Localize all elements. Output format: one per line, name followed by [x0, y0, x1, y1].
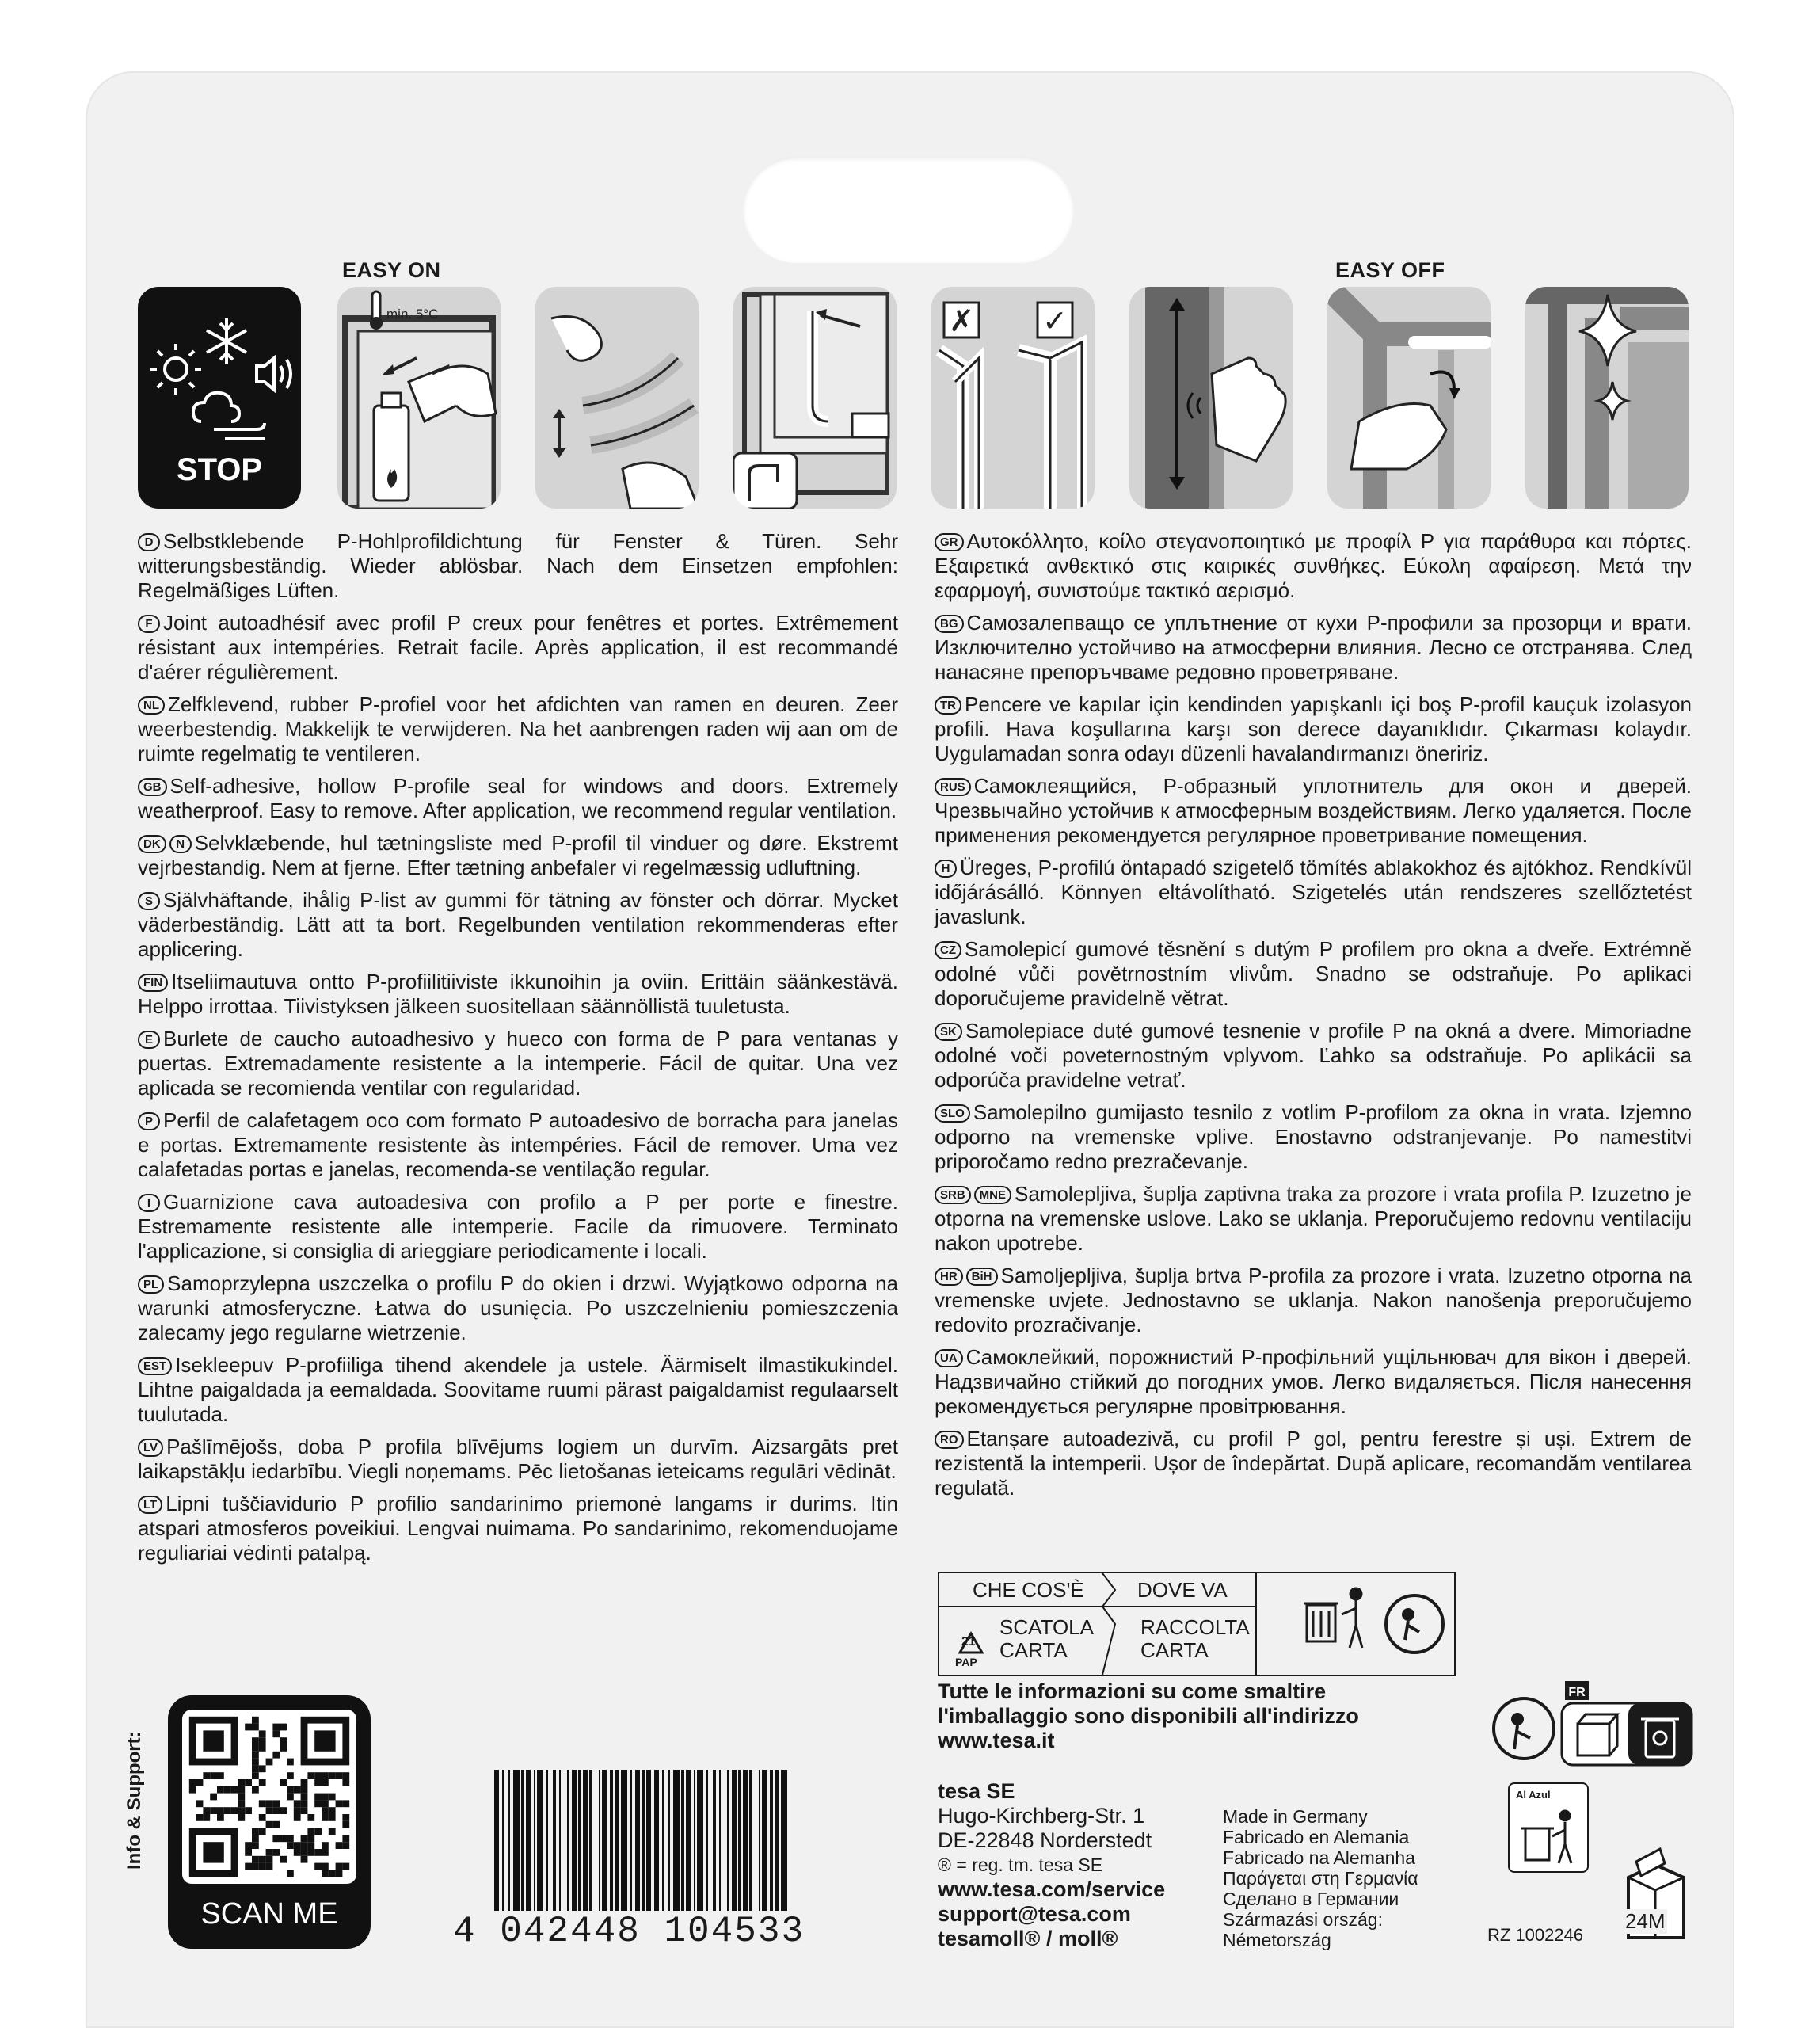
description-text: Självhäftande, ihålig P-list av gummi för tätning av fönster och dörrar. Mycket väderbeständig. Lätt att ta bort. Regelbunden ventilation rekommenderas efter applicering.	[138, 888, 898, 961]
disposal-url: www.tesa.it	[938, 1729, 1055, 1752]
country-code-badge: N	[169, 835, 192, 853]
clean-frame-illustration	[1525, 287, 1689, 509]
sound-icon	[257, 358, 291, 390]
qr-code-panel[interactable]	[168, 1695, 371, 1949]
country-code-badge: D	[138, 533, 160, 551]
qr-code[interactable]	[182, 1710, 356, 1884]
country-code-badge: I	[138, 1194, 160, 1212]
made-in-line: Сделано в Германии	[1223, 1889, 1399, 1909]
description-paragraph	[138, 831, 898, 880]
company-name: tesa SE	[938, 1779, 1015, 1803]
info-support-label: Info & Support:	[124, 1731, 145, 1870]
country-code-badge: UA	[935, 1349, 963, 1367]
description-paragraph	[138, 1027, 898, 1100]
description-text: Samoljepljiva, šuplja brtva P-profila za prozore i vrata. Izuzetno otporna na vremenske uvjete. Jednostavno se uklanja. Nakon nanošenja preporučujemo redovito prozračivanje.	[935, 1264, 1692, 1336]
description-text: Joint autoadhésif avec profil P creux pour fenêtres et portes. Extrêmement résistant aux intempéries. Retrait facile. Après application, il est recommandé d'aérer régulièrement.	[138, 611, 898, 684]
country-code-badge: GB	[138, 778, 167, 796]
description-text: Self-adhesive, hollow P-profile seal for windows and doors. Extremely weatherproof. Easy to remove. After application, we recommend regular ventilation.	[138, 774, 898, 822]
fr-tag: FR	[1568, 1686, 1586, 1699]
company-street: Hugo-Kirchberg-Str. 1	[938, 1804, 1145, 1828]
country-code-badge: H	[935, 860, 957, 878]
description-paragraph	[138, 529, 898, 603]
description-paragraph	[138, 692, 898, 766]
description-text: Üreges, P-profilú öntapadó szigetelő tömítés ablakokhoz és ajtókhoz. Rendkívül időjárásálló. Könnyen eltávolítható. Szigetelés után rendszeres szellőztetést javaslunk.	[935, 856, 1692, 928]
country-code-badge: F	[138, 615, 160, 633]
stop-label: STOP	[176, 452, 263, 487]
description-paragraph	[935, 856, 1692, 929]
made-in-line: Fabricado na Alemanha	[1223, 1847, 1415, 1868]
description-paragraph	[935, 611, 1692, 684]
country-code-badge: TR	[935, 696, 961, 715]
description-paragraph	[138, 1435, 898, 1484]
description-paragraph	[138, 611, 898, 684]
country-code-badge: CZ	[935, 941, 961, 959]
collection-label	[1140, 1616, 1250, 1662]
bin-person-icon	[1304, 1588, 1362, 1648]
made-in-line: Származási ország:	[1223, 1909, 1383, 1930]
weather-stop-tile	[138, 287, 301, 509]
description-text: Zelfklevend, rubber P-profiel voor het afdichten van ramen en deuren. Zeer weerbestendig. Makkelijk te verwijderen. Na het aanbrengen raden wij aan om de ruimte regelmatig te ventileren.	[138, 692, 898, 765]
description-text: Samolepicí gumové těsnění s dutým P profilem pro okna a dveře. Extrémně odolné vůči povětrnostním vlivům. Snadno se odstraňuje. Po aplikaci doporučujeme pravidelně větrat.	[935, 937, 1692, 1010]
description-text: Samoprzylepna uszczelka o profilu P do okien i drzwi. Wyjątkowo odporna na warunki atmosferyczne. Łatwa do usunięcia. Po uszczelnieniu pomieszczenia zalecamy jego regularne wietrzenie.	[138, 1271, 898, 1344]
trademark-note: ® = reg. tm. tesa SE	[938, 1855, 1103, 1875]
shelf-life-label: 24M	[1625, 1909, 1666, 1933]
country-code-badge: GR	[935, 533, 964, 551]
description-paragraph	[935, 1100, 1692, 1174]
description-paragraph	[138, 1271, 898, 1345]
carta-text: CARTA	[999, 1638, 1068, 1662]
che-cose-label: CHE COS'È	[973, 1578, 1084, 1602]
sun-icon	[150, 344, 201, 395]
country-code-badge: RUS	[935, 778, 971, 796]
raccolta-text: RACCOLTA	[1140, 1615, 1250, 1639]
support-email[interactable]: support@tesa.com	[938, 1902, 1131, 1926]
min-temp-label: min. 5°C	[386, 307, 439, 322]
description-text: Самоклеящийся, Р-образный уплотнитель для окон и дверей. Чрезвычайно устойчив к атмосферным воздействиям. Легко удаляется. После применения рекомендуется регулярное проветривание помещения.	[935, 774, 1692, 847]
made-in-line: Németország	[1223, 1930, 1331, 1950]
description-text: Samolepljiva, šuplja zaptivna traka za prozore i vrata profila P. Izuzetno je otporna na vremenske uslove. Lako se uklanja. Preporučujemo redovnu ventilaciju nakon upotrebe.	[935, 1182, 1692, 1255]
period-after-opening-icon	[1620, 1846, 1692, 1941]
country-code-badge: SLO	[935, 1104, 970, 1123]
description-text: Guarnizione cava autoadesiva con profilo a P per porte e finestre. Estremamente resistente alle intemperie. Facile da rimuovere. Terminato l'applicazione, si consiglia di arieggiare periodicamente i locali.	[138, 1190, 898, 1263]
description-paragraph	[935, 1264, 1692, 1337]
easy-off-label: EASY OFF	[1335, 258, 1445, 282]
description-text: Etanșare autoadezivă, cu profil P gol, pentru ferestre și uși. Extrem de rezistentă la intemperii. Ușor de îndepărtat. După aplicare, recomandăm ventilarea regulată.	[935, 1427, 1692, 1500]
description-paragraph	[935, 692, 1692, 766]
description-text: Perfil de calafetagem oco com formato P autoadesivo de borracha para janelas e portas. Extremamente resistente às intempéries. Fácil de remover. Uma vez calafetadas portas e janelas, recomenda-se ventilação regular.	[138, 1108, 898, 1181]
service-url[interactable]: www.tesa.com/service	[938, 1877, 1166, 1901]
country-code-badge: PL	[138, 1275, 164, 1294]
description-text: Samolepiace duté gumové tesnenie v profile P na okná a dvere. Mimoriadne odolné voči poveternostným vplyvom. Ľahko sa odstraňuje. Po aplikácii sa odporúča pravidelne vetrať.	[935, 1019, 1692, 1092]
country-code-badge: BG	[935, 615, 964, 633]
description-paragraph	[935, 1427, 1692, 1500]
description-text: Самозалепващо се уплътнение от кухи Р-профили за прозорци и врати. Изключително устойчиво на атмосферни влияния. Лесно се отстранява. След нанасяне препоръчваме редовно проветряване.	[935, 611, 1692, 684]
made-in-line: Fabricado en Alemania	[1223, 1827, 1410, 1847]
country-code-badge: LT	[138, 1496, 162, 1514]
description-text: Lipni tuščiavidurio P profilio sandarinimo priemonė langams ir durims. Itin atspari atmosferos poveikiui. Lengvai nuimama. Po sandarinimo, rekomenduojame reguliariai vėdinti patalpą.	[138, 1492, 898, 1565]
remove-seal-illustration	[1327, 287, 1491, 509]
recycling-table	[938, 1572, 1456, 1676]
description-paragraph	[935, 529, 1692, 603]
country-code-badge: RO	[935, 1431, 964, 1449]
description-text: Самоклейкий, порожнистий Р-профільний ущільнювач для вікон і дверей. Надзвичайно стійкий до погодних умов. Легко видаляється. Після нанесення рекомендується регулярне провітрювання.	[935, 1345, 1692, 1418]
made-in-line: Παράγεται στη Γερμανία	[1223, 1868, 1418, 1889]
triman-icon	[1494, 1698, 1554, 1759]
country-code-badge: P	[138, 1112, 160, 1130]
description-text: Isekleepuv P-profiiliga tihend akendele ja ustele. Äärmiselt ilmastikukindel. Lihtne paigaldada ja eemaldada. Soovitame ruumi pärast paigaldamist regulaarselt tuulutada.	[138, 1353, 898, 1426]
description-text: Pencere ve kapılar için kendinden yapışkanlı içi boş P-profil kauçuk izolasyon profili. Hava koşullarına karşı son derece dayanıklıdır. Çıkarması kolaydır. Uygulamadan sonra odayı düzenli havalandırmanızı öneririz.	[935, 692, 1692, 765]
right-mark: ✓	[1042, 303, 1068, 338]
country-code-badge: HR	[935, 1268, 963, 1286]
al-azul-label: Al Azul	[1516, 1789, 1551, 1801]
description-paragraph	[935, 937, 1692, 1011]
description-paragraph	[138, 1108, 898, 1182]
description-paragraph	[138, 1492, 898, 1565]
country-code-badge: S	[138, 892, 160, 910]
recycling-loop-icon	[1386, 1595, 1443, 1653]
wind-cloud-icon	[193, 393, 265, 439]
country-code-badge: E	[138, 1031, 160, 1049]
disposal-info	[938, 1679, 1476, 1753]
description-paragraph	[138, 1353, 898, 1427]
description-text: Selbstklebende P-Hohlprofildichtung für Fenster & Türen. Sehr witterungsbeständig. Wieder ablösbar. Nach dem Einsetzen empfohlen: Regelmäßiges Lüften.	[138, 529, 898, 602]
company-address	[938, 1779, 1165, 1951]
wrong-mark: ✗	[949, 303, 974, 338]
country-code-badge: DK	[138, 835, 166, 853]
country-code-badge: LV	[138, 1439, 163, 1457]
made-in-list	[1223, 1806, 1418, 1950]
scatola-text: SCATOLA	[999, 1615, 1094, 1639]
apply-corner-illustration	[733, 287, 897, 509]
resin-label: PAP	[955, 1656, 977, 1668]
hang-hole	[743, 157, 1074, 263]
country-code-badge: MNE	[974, 1186, 1011, 1204]
company-city: DE-22848 Norderstedt	[938, 1828, 1152, 1852]
description-paragraph	[935, 1345, 1692, 1419]
description-paragraph	[138, 1190, 898, 1264]
description-text: Burlete de caucho autoadhesivo y hueco con forma de P para ventanas y puertas. Extremadamente resistente a la intemperie. Fácil de quitar. Una vez aplicada se recomienda ventilar con regularidad.	[138, 1027, 898, 1100]
description-paragraph	[935, 1182, 1692, 1256]
press-seal-illustration	[1129, 287, 1293, 509]
qr-code-matrix	[182, 1710, 356, 1884]
dove-va-label: DOVE VA	[1137, 1578, 1228, 1602]
description-paragraph	[138, 970, 898, 1019]
description-paragraph	[935, 774, 1692, 848]
carta2-text: CARTA	[1140, 1638, 1209, 1662]
brand-name: tesamoll® / moll®	[938, 1927, 1118, 1950]
description-paragraph	[935, 1019, 1692, 1092]
description-text: Itseliimautuva ontto P-profiilitiiviste ikkunoihin ja oviin. Erittäin säänkestävä. Helppo irrottaa. Tiivistyksen jälkeen suositellaan säännöllistä tuuletusta.	[138, 970, 898, 1018]
country-code-badge: EST	[138, 1357, 172, 1375]
country-code-badge: FIN	[138, 974, 168, 992]
disposal-line-1: Tutte le informazioni su come smaltire	[938, 1679, 1327, 1703]
barcode-digits: 4 042448 104533	[453, 1911, 805, 1952]
easy-on-label: EASY ON	[342, 258, 441, 282]
country-code-badge: SRB	[935, 1186, 971, 1204]
resin-code: 21	[961, 1635, 976, 1649]
country-code-badge: NL	[138, 696, 165, 715]
snowflake-icon	[207, 318, 246, 364]
made-in-line: Made in Germany	[1223, 1806, 1368, 1827]
clean-surface-illustration	[337, 287, 501, 509]
description-text: Pašlīmējošs, doba P profila blīvējums logiem un durvīm. Aizsargāts pret laikapstākļu iedarbību. Viegli noņemams. Pēc lietošanas ieteicams regulāri vēdināt.	[138, 1435, 898, 1483]
description-paragraph	[138, 888, 898, 962]
peel-backing-illustration	[535, 287, 699, 509]
description-text: Αυτοκόλλητο, κοίλο στεγανοποιητικό με προφίλ P για παράθυρα και πόρτες. Εξαιρετικά ανθεκτικό στις καιρικές συνθήκες. Εύκολη αφαίρεση. Μετά την εφαρμογή, συνιστούμε τακτικό αερισμό.	[935, 529, 1692, 602]
al-azul-icon	[1508, 1782, 1589, 1873]
scan-me-label: SCAN ME	[200, 1897, 338, 1931]
country-code-badge: SK	[935, 1023, 962, 1041]
article-code: RZ 1002246	[1487, 1925, 1584, 1945]
description-text: Samolepilno gumijasto tesnilo z votlim P-profilom za okna in vrata. Izjemno odporno na vremenske vplive. Enostavno odstranjevanje. Po namestitvi priporočamo redno prezračevanje.	[935, 1100, 1692, 1173]
description-paragraph	[138, 774, 898, 823]
triman-fr-icons	[1489, 1679, 1695, 1767]
correct-incorrect-illustration	[931, 287, 1095, 509]
descriptions-left-column	[138, 529, 898, 1573]
disposal-line-2: l'imballaggio sono disponibili all'indirizzo	[938, 1704, 1359, 1728]
material-label	[999, 1616, 1094, 1662]
description-text: Selvklæbende, hul tætningsliste med P-profil til vinduer og døre. Ekstremt vejrbestandig. Nem at fjerne. Efter tætning anbefaler vi regelmæssig udluftning.	[138, 831, 898, 879]
descriptions-right-column	[935, 529, 1692, 1508]
country-code-badge: BiH	[966, 1268, 998, 1286]
